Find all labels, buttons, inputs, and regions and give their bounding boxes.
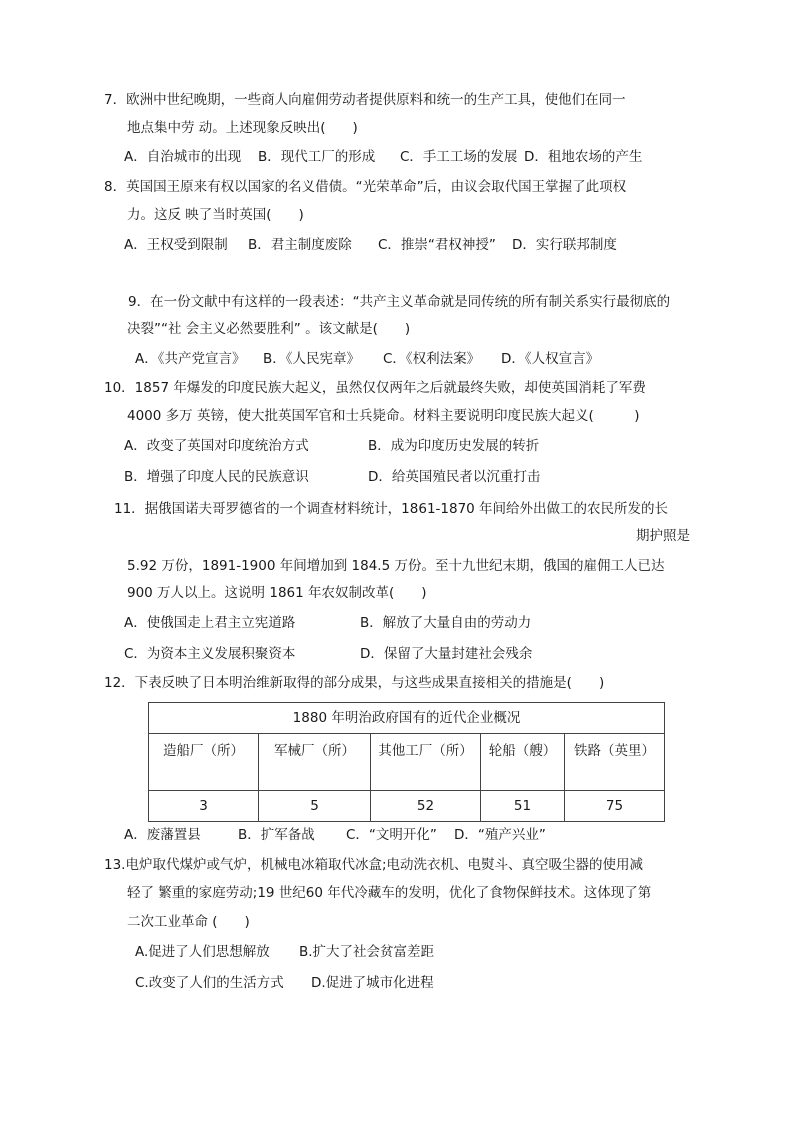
q10-options-row2	[124, 467, 684, 487]
table-caption-row	[149, 703, 665, 734]
q9-stem-line1: 9．在一份文献中有这样的一段表述：“共产主义革命就是同传统的所有制关系实行最彻底的	[128, 294, 671, 310]
q8-option-b: B．君主制度废除	[248, 237, 352, 253]
table-cell: 51	[481, 791, 565, 822]
table-header-cell: 造船厂（所）	[149, 734, 259, 791]
table-row	[149, 791, 665, 822]
q10-stem-line2: 4000 多万 英镑，使大批英国军官和士兵毙命。材料主要说明印度民族大起义( )	[127, 408, 640, 424]
q11-option-c: C．为资本主义发展积聚资本	[124, 646, 296, 662]
q7-options	[124, 147, 684, 167]
table-cell: 5	[259, 791, 371, 822]
q10-option-b: B．成为印度历史发展的转折	[368, 438, 540, 454]
q11-stem-line1: 11．据俄国诺夫哥罗德省的一个调查材料统计，1861-1870 年间给外出做工的农民所发的长	[114, 501, 669, 517]
q11-stem-line2: 期护照是	[636, 528, 690, 544]
table-header-cell: 铁路（英里）	[565, 734, 665, 791]
q13-option-d: D.促进了城市化进程	[311, 975, 434, 991]
q12-option-b: B．扩军备战	[238, 827, 315, 843]
q7-option-a: A．自治城市的出现	[124, 149, 242, 165]
q12-option-d: D．“殖产兴业”	[454, 827, 546, 843]
q7-option-d: D．租地农场的产生	[524, 149, 643, 165]
q10-option-d: D．给英国殖民者以沉重打击	[368, 469, 541, 485]
table-header-cell: 轮船（艘）	[481, 734, 565, 791]
q8-option-c: C．推崇“君权神授”	[378, 237, 496, 253]
q8-option-a: A．王权受到限制	[124, 237, 228, 253]
q10-option-b2: B．增强了印度人民的民族意识	[124, 469, 309, 485]
table-header-cell: 其他工厂（所）	[371, 734, 481, 791]
q12-stem-line1: 12．下表反映了日本明治维新取得的部分成果，与这些成果直接相关的措施是( )	[104, 675, 605, 691]
q8-options	[124, 235, 684, 255]
q13-stem-line1: 13.电炉取代煤炉或气炉，机械电冰箱取代冰盒;电动洗衣机、电熨斗、真空吸尘器的使用减	[104, 857, 644, 873]
table-header-cell: 军械厂（所）	[259, 734, 371, 791]
q7-stem-line1: 7．欧洲中世纪晚期，一些商人向雇佣劳动者提供原料和统一的生产工具，使他们在同一	[104, 92, 626, 108]
table-cell: 3	[149, 791, 259, 822]
q11-option-a: A．使俄国走上君主立宪道路	[124, 615, 296, 631]
q10-option-a: A．改变了英国对印度统治方式	[124, 438, 309, 454]
q11-stem-line4: 900 万人以上。这说明 1861 年农奴制改革( )	[127, 585, 427, 601]
q7-option-c: C．手工工场的发展	[400, 149, 518, 165]
q7-stem-line2: 地点集中劳 动。上述现象反映出( )	[127, 120, 358, 136]
q7-option-b: B．现代工厂的形成	[258, 149, 376, 165]
q10-stem-line1: 10．1857 年爆发的印度民族大起义，虽然仅仅两年之后就最终失败，却使英国消耗了军费	[104, 380, 646, 396]
q13-options-row1	[135, 942, 695, 962]
q10-options-row1	[124, 436, 684, 456]
q12-options	[124, 825, 684, 845]
q8-stem-line1: 8．英国国王原来有权以国家的名义借债。“光荣革命”后，由议会取代国王掌握了此项权	[104, 179, 627, 195]
q13-stem-line3: 二次工业革命 ( )	[127, 914, 250, 930]
q9-options	[135, 349, 695, 369]
q11-option-d: D．保留了大量封建社会残余	[360, 646, 533, 662]
q11-option-b: B．解放了大量自由的劳动力	[360, 615, 532, 631]
table-cell: 52	[371, 791, 481, 822]
q12-option-a: A．废藩置县	[124, 827, 201, 843]
table-header-row	[149, 734, 665, 791]
table-caption: 1880 年明治政府国有的近代企业概况	[149, 703, 665, 734]
q8-option-d: D．实行联邦制度	[512, 237, 617, 253]
q13-options-row2	[135, 973, 695, 993]
q13-option-c: C.改变了人们的生活方式	[135, 975, 284, 991]
table-cell: 75	[565, 791, 665, 822]
q9-option-b: B．《人民宪章》	[263, 351, 361, 367]
q13-option-b: B.扩大了社会贫富差距	[299, 944, 435, 960]
q9-option-c: C．《权利法案》	[383, 351, 481, 367]
q11-stem-line3: 5.92 万份，1891-1900 年间增加到 184.5 万份。至十九世纪末期，俄国的雇佣工人已达	[127, 558, 665, 574]
q8-stem-line2: 力。这反 映了当时英国( )	[127, 207, 304, 223]
q9-option-d: D．《人权宣言》	[501, 351, 600, 367]
q12-option-c: C．“文明开化”	[346, 827, 437, 843]
q13-stem-line2: 轻了 繁重的家庭劳动;19 世纪60 年代冷藏车的发明，优化了食物保鲜技术。这体现了第	[127, 885, 652, 901]
q9-option-a: A．《共产党宣言》	[135, 351, 246, 367]
q11-options-row1	[124, 613, 684, 633]
q9-stem-line2: 决裂”“社 会主义必然要胜利” 。该文献是( )	[127, 321, 411, 337]
q12-data-table	[148, 702, 665, 822]
q13-option-a: A.促进了人们思想解放	[135, 944, 270, 960]
q11-options-row2	[124, 644, 684, 664]
